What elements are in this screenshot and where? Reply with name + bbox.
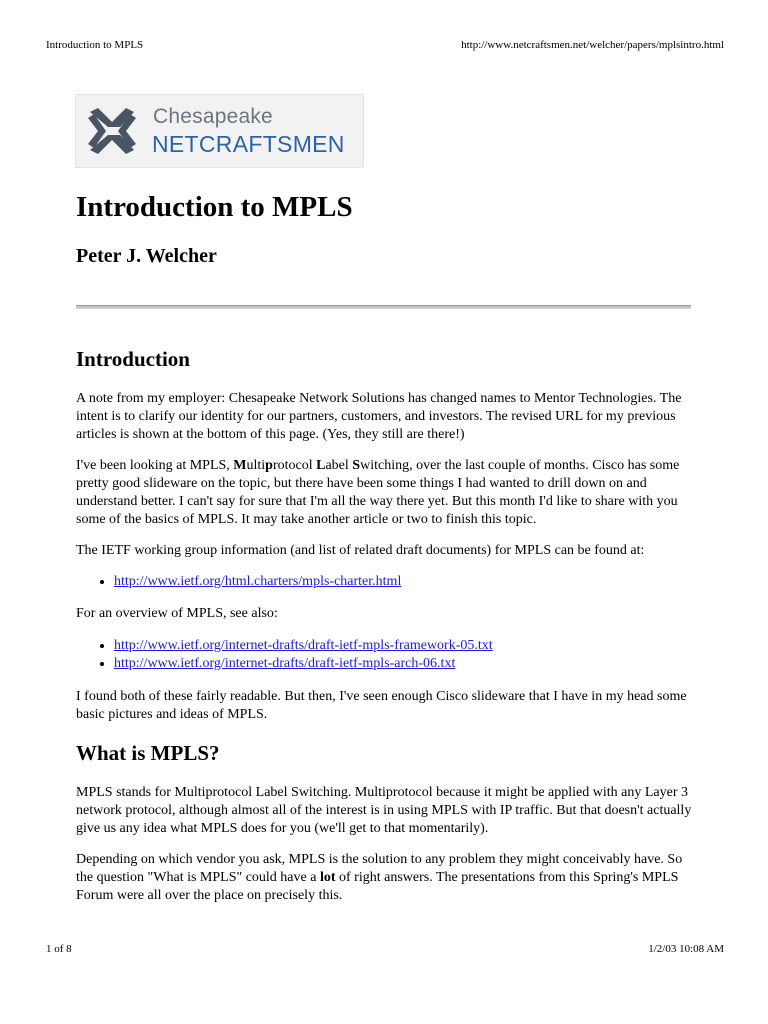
company-logo[interactable] <box>75 94 364 168</box>
logo-text-chesapeake: Chesapeake <box>153 105 273 128</box>
article-author: Peter J. Welcher <box>76 245 217 267</box>
print-header-url: http://www.netcraftsmen.net/welcher/papers/mplsintro.html <box>461 39 724 51</box>
paragraph-ietf-working-group: The IETF working group information (and list of related draft documents) for MPLS can be found at: <box>76 543 645 558</box>
link-mpls-charter[interactable]: http://www.ietf.org/html.charters/mpls-charter.html <box>114 574 402 589</box>
section-heading-introduction: Introduction <box>76 347 190 371</box>
link-list-charter <box>76 573 401 591</box>
link-mpls-arch[interactable]: http://www.ietf.org/internet-drafts/draft-ietf-mpls-arch-06.txt <box>114 656 456 671</box>
article-title: Introduction to MPLS <box>76 191 353 223</box>
link-mpls-framework[interactable]: http://www.ietf.org/internet-drafts/draft-ietf-mpls-framework-05.txt <box>114 638 493 653</box>
paragraph-looking-at-mpls: I've been looking at MPLS, Multiprotocol Label Switching, over the last couple of months. Cisco has some pretty good slideware on the topic, but there have been some things I had wanted to drill down on and understand better. I can't say for sure that I'm all the way there yet. But this month I'd like to share with you some of the basics of MPLS. It may take another article or two to finish this topic. <box>76 458 680 527</box>
list-item <box>114 637 493 655</box>
paragraph-overview: For an overview of MPLS, see also: <box>76 606 278 621</box>
paragraph-mpls-stands-for: MPLS stands for Multiprotocol Label Switching. Multiprotocol because it might be applied with any Layer 3 network protocol, although almost all of the interest is in using MPLS with IP traffic. But that doesn't actually give us any idea what MPLS does for you (we'll get to that momentarily). <box>76 785 692 836</box>
print-header-title: Introduction to MPLS <box>46 39 144 51</box>
horizontal-rule <box>76 305 691 309</box>
paragraph-employer-note: A note from my employer: Chesapeake Network Solutions has changed names to Mentor Technologies. The intent is to clarify our identity for our partners, customers, and investors. The revised URL for my previous articles is shown at the bottom of this page. (Yes, they still are there!) <box>76 391 682 442</box>
paragraph-depending-on-vendor: Depending on which vendor you ask, MPLS is the solution to any problem they might conceivably have. So the question "What is MPLS" could have a lot of right answers. The presentations from this Spring's MPLS Forum were all over the place on precisely this. <box>76 852 683 903</box>
logo-text-netcraftsmen: NETCRAFTSMEN <box>152 131 345 157</box>
print-footer-datetime: 1/2/03 10:08 AM <box>648 943 724 955</box>
list-item <box>114 573 401 591</box>
print-footer-page: 1 of 8 <box>46 943 72 955</box>
list-item <box>114 655 493 673</box>
x-logo-icon <box>88 108 136 154</box>
section-heading-what-is-mpls: What is MPLS? <box>76 741 220 765</box>
paragraph-fairly-readable: I found both of these fairly readable. But then, I've seen enough Cisco slideware that I have in my head some basic pictures and ideas of MPLS. <box>76 689 687 722</box>
link-list-drafts <box>76 637 493 673</box>
